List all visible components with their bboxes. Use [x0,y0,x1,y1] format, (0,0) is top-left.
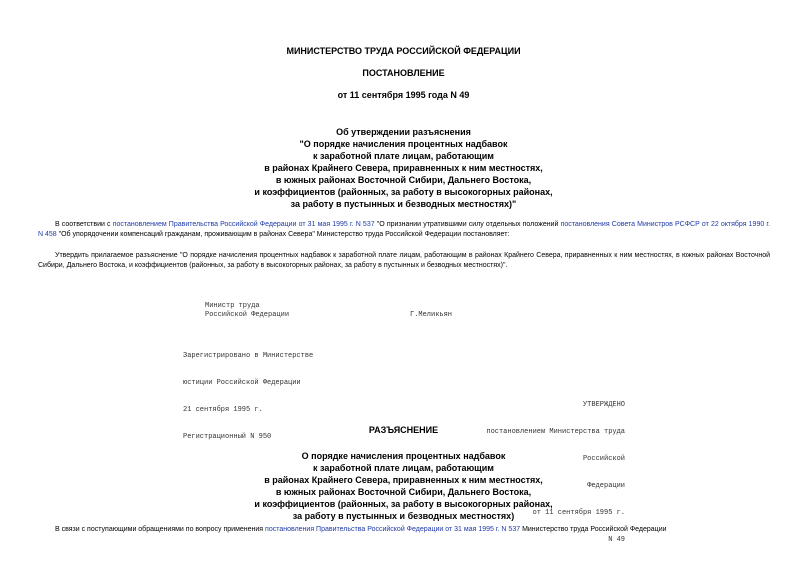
approved-line: постановлением Министерства труда [486,428,625,436]
approved-line: УТВЕРЖДЕНО [582,401,625,409]
explanation-heading: РАЗЪЯСНЕНИЕ [368,425,439,435]
approved-line: N 49 [608,536,625,544]
paragraph-text: Министерство труда Российской Федерации [520,526,667,533]
paragraph-explanation-intro [38,525,770,535]
title-block [0,126,807,210]
document-date-number: от 11 сентября 1995 года N 49 [337,90,470,100]
signature-title-line1: Министр труда [205,302,260,310]
document-type: ПОСТАНОВЛЕНИЕ [362,68,445,78]
title-line: за работу в пустынных и безводных местностях)" [290,199,517,209]
title-line: к заработной плате лицам, работающим [313,151,494,161]
explanation-title-line: в южных районах Восточной Сибири, Дальнего Востока, [275,487,532,497]
paragraph-text: Утвердить прилагаемое разъяснение "О порядке начисления процентных надбавок к заработной плате лицам, работающим в районах Крайнего Севера, приравненных к ним местностях, в южных районах Восточной Сибири, Дальнего Востока, и коэффициентов (районных, за работу в высокогорных районах, за работу в пустынных и безводных местностях)". [38,252,770,269]
link-rsfsr-resolution-458[interactable]: постановления Совета Министров РСФСР от 22 октября 1990 г. N 458 [38,221,771,238]
title-line: Об утверждении разъяснения [336,127,471,137]
explanation-title-line: и коэффициентов (районных, за работу в высокогорных районах, [254,499,553,509]
approved-line: от 11 сентября 1995 г. [532,509,625,517]
paragraph-text: В связи с поступающими обращениями по вопросу применения [55,526,266,533]
registration-line: Регистрационный N 950 [183,433,272,441]
ministry-heading: МИНИСТЕРСТВО ТРУДА РОССИЙСКОЙ ФЕДЕРАЦИИ [286,46,521,56]
paragraph-text: "О признании утратившими силу отдельных положений [374,221,561,228]
explanation-title-line: О порядке начисления процентных надбавок [301,451,506,461]
paragraph-text: В соответствии с [55,221,113,228]
paragraph-text: "Об упорядочении компенсаций гражданам, проживающим в районах Севера" Министерство труда Российской Федерации постановляет: [56,231,510,238]
registration-line: юстиции Российской Федерации [183,379,301,387]
approved-line: Федерации [587,482,625,490]
explanation-title-line: в районах Крайнего Севера, приравненных к ним местностях, [264,475,543,485]
link-government-resolution-537[interactable]: постановлением Правительства Российской Федерации от 31 мая 1995 г. N 537 [112,221,375,228]
title-line: в южных районах Восточной Сибири, Дальнего Востока, [275,175,532,185]
registration-line: Зарегистрировано в Министерстве [183,352,314,360]
title-line: "О порядке начисления процентных надбавок [299,139,508,149]
link-government-resolution-537-second[interactable]: постановления Правительства Российской Федерации от 31 мая 1995 г. N 537 [265,526,521,533]
paragraph-preamble [38,220,770,240]
registration-line: 21 сентября 1995 г. [183,406,263,414]
signature-title-line2: Российской Федерации [205,311,290,319]
approved-line: Российской [582,455,625,463]
paragraph-resolution [38,251,770,271]
title-line: в районах Крайнего Севера, приравненных к ним местностях, [264,163,543,173]
title-line: и коэффициентов (районных, за работу в высокогорных районах, [254,187,553,197]
explanation-title-line: за работу в пустынных и безводных местностях) [292,511,515,521]
explanation-title-block [0,450,807,522]
explanation-title-line: к заработной плате лицам, работающим [313,463,494,473]
signature-name: Г.Меликьян [410,311,453,319]
